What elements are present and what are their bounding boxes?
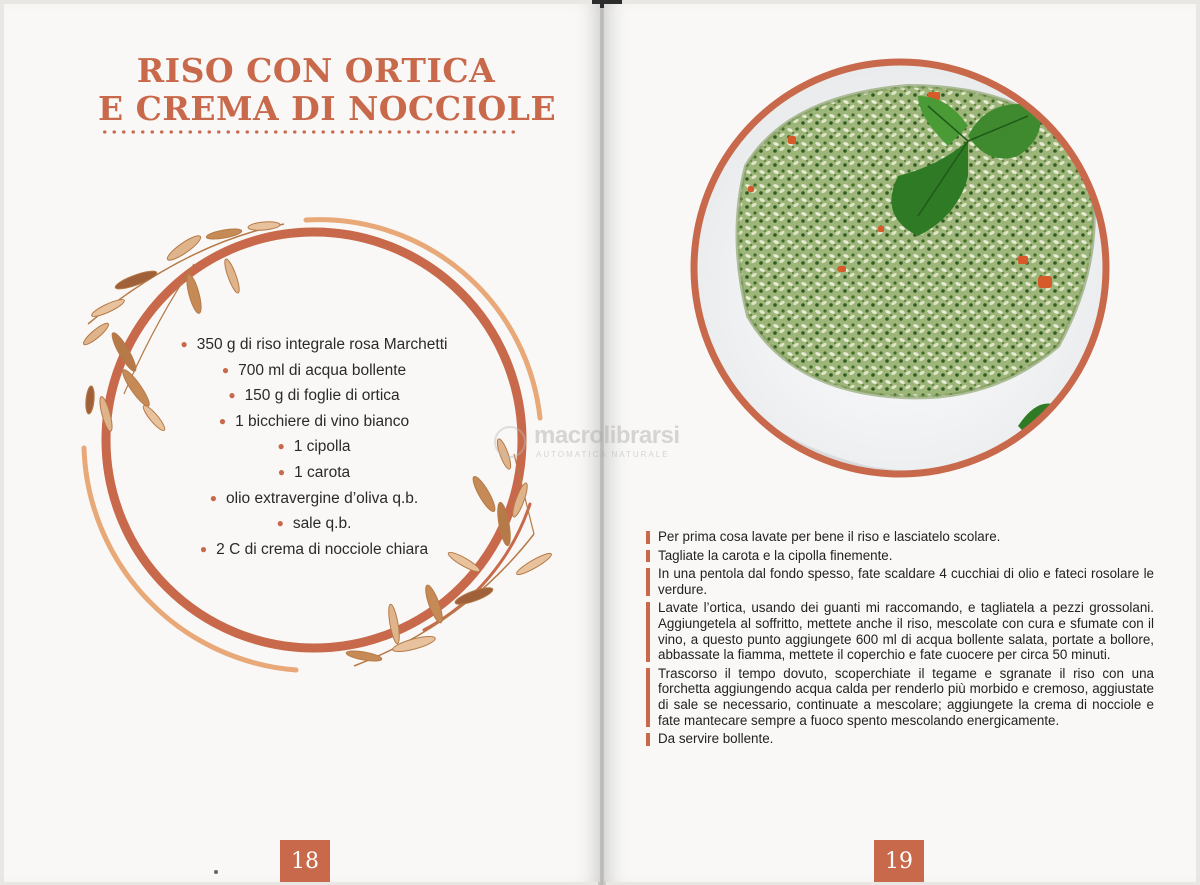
- preparation-step: Per prima cosa lavate per bene il riso e lasciatelo scolare.: [646, 529, 1154, 545]
- paper-speck: [214, 870, 218, 874]
- ingredient-item: ● 1 bicchiere di vino bianco: [218, 412, 410, 430]
- bullet-icon: ●: [228, 388, 236, 403]
- step-marker: [646, 602, 650, 661]
- watermark-tagline: AUTOMATICA NATURALE: [536, 450, 670, 459]
- preparation-steps: [646, 529, 1154, 750]
- ingredient-item: ● 150 g di foglie di ortica: [228, 387, 400, 405]
- bullet-icon: ●: [276, 516, 284, 531]
- ingredient-item: ● 1 carota: [277, 463, 351, 481]
- bullet-icon: ●: [218, 413, 227, 428]
- ingredient-item: ● sale q.b.: [276, 515, 352, 533]
- bullet-icon: ●: [277, 439, 285, 454]
- recipe-title: [98, 51, 557, 128]
- preparation-step: Tagliate la carota e la cipolla finemente.: [646, 548, 1154, 564]
- bullet-icon: ●: [277, 464, 286, 479]
- page-number-right: 19: [874, 840, 924, 882]
- page-number-left: 18: [280, 840, 330, 882]
- step-marker: [646, 568, 650, 596]
- step-marker: [646, 531, 650, 544]
- step-marker: [646, 668, 650, 727]
- watermark-name: macrolibrarsi: [534, 422, 680, 449]
- risotto-photo: [688, 56, 1112, 480]
- recipe-title-line1: RISO CON ORTICA: [136, 51, 496, 90]
- ingredients-list: [134, 332, 494, 562]
- recipe-title-line2: E CREMA DI NOCCIOLE: [98, 89, 557, 128]
- bullet-icon: ●: [209, 490, 218, 505]
- ingredient-item: ● 350 g di riso integrale rosa Marchetti: [180, 336, 448, 353]
- ingredient-item: ● 2 C di crema di nocciole chiara: [199, 540, 429, 558]
- title-dotted-divider: [100, 129, 518, 135]
- ingredient-item: ● olio extravergine d’oliva q.b.: [209, 489, 419, 507]
- bullet-icon: ●: [199, 541, 208, 556]
- bullet-icon: ●: [180, 337, 188, 351]
- step-marker: [646, 550, 650, 563]
- ingredient-item: ● 1 cipolla: [277, 438, 351, 456]
- step-marker: [646, 733, 650, 746]
- preparation-step: Lavate l’ortica, usando dei guanti mi raccomando, e tagliatela a pezzi grossolani. Aggiungetela al soffritto, mettete anche il riso, mescolate con cura e sfumate con il vino, a questo punto aggiungete 600 ml di acqua bollente salata, portate a bollore, abbassate la fiamma, mettete il coperchio e fate cuocere per circa 50 minuti.: [646, 600, 1154, 662]
- right-page: [604, 4, 1196, 882]
- left-page: [4, 4, 600, 882]
- preparation-step: Da servire bollente.: [646, 731, 1154, 747]
- ingredient-item: ● 700 ml di acqua bollente: [221, 361, 407, 379]
- bullet-icon: ●: [221, 362, 230, 377]
- preparation-step: Trascorso il tempo dovuto, scoperchiate il tegame e sgranate il riso con una forchetta aggiungendo acqua calda per renderlo più morbido e cremoso, aggiustate di sale se necessario, continuate a mescolare; aggiungete la crema di nocciole e fate mantecare sempre a fuoco spento mescolando energicamente.: [646, 666, 1154, 728]
- preparation-step: In una pentola dal fondo spesso, fate scaldare 4 cucchiai di olio e fateci rosolare le verdure.: [646, 566, 1154, 597]
